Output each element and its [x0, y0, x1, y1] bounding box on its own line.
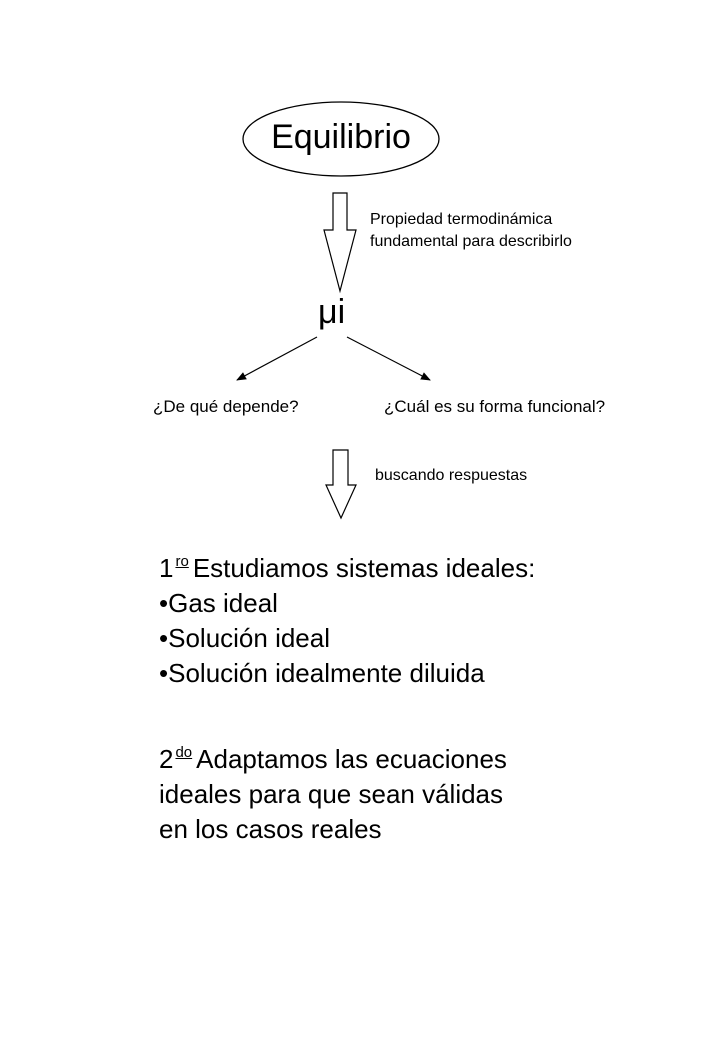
- step1-number: 1: [159, 553, 174, 583]
- list-item-solucion-diluida: • Solución idealmente diluida: [159, 656, 535, 691]
- step1-block: [159, 544, 535, 691]
- step2-ordinal: do: [175, 744, 193, 761]
- mu-i-symbol: μi: [318, 293, 346, 331]
- step1-text: Estudiamos sistemas ideales:: [192, 553, 536, 583]
- step2-number: 2: [159, 744, 174, 774]
- branch-arrow-right: [347, 337, 430, 380]
- arrow1-annotation-line2: fundamental para describirlo: [370, 233, 572, 250]
- list-item-gas-ideal: • Gas ideal: [159, 586, 535, 621]
- step2-line2: ideales para que sean válidas: [159, 779, 504, 809]
- arrow2-annotation: buscando respuestas: [375, 467, 528, 484]
- branch-right-label: ¿Cuál es su forma funcional?: [384, 397, 606, 416]
- step2-line1: 2 $^{do}$ Adaptamos las ecuaciones: [159, 744, 507, 774]
- step2-block: [159, 735, 507, 847]
- branch-left-label: ¿De qué depende?: [153, 397, 299, 416]
- down-arrow-1: [324, 193, 356, 291]
- branch-arrow-left: [237, 337, 317, 380]
- arrow1-annotation-line1: Propiedad termodinámica: [370, 211, 553, 228]
- step1-ordinal: ro: [175, 553, 189, 570]
- arrow1-annotation: [370, 209, 572, 253]
- step1-heading: [159, 544, 535, 586]
- list-item-solucion-ideal: • Solución ideal: [159, 621, 535, 656]
- down-arrow-2: [326, 450, 356, 518]
- step2-line3: en los casos reales: [159, 814, 382, 844]
- equilibrio-label: Equilibrio: [271, 118, 411, 156]
